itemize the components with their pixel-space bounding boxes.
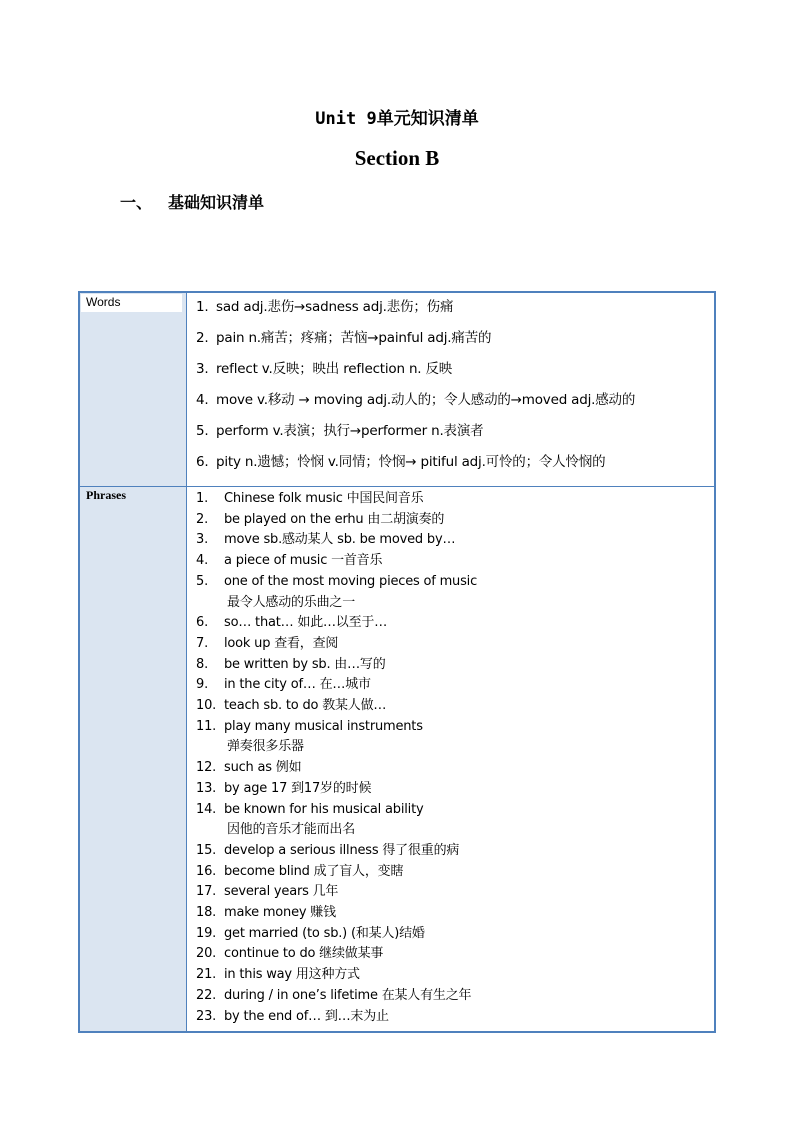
phrase-item xyxy=(196,924,714,945)
phrase-item-text: in the city of… 在…城市 xyxy=(224,677,371,693)
phrase-item-number: 8. xyxy=(196,656,209,672)
phrase-item-text: during / in one’s lifetime 在某人有生之年 xyxy=(224,987,472,1003)
phrase-item-number: 3. xyxy=(196,532,209,548)
words-cell xyxy=(187,292,716,487)
phrase-item-text: by age 17 到17岁的时候 xyxy=(224,780,372,796)
word-item-text: sad adj.悲伤→sadness adj.悲伤；伤痛 xyxy=(216,299,454,315)
phrase-item-number: 14. xyxy=(196,801,217,817)
phrase-item-text: develop a serious illness 得了很重的病 xyxy=(224,842,460,858)
phrase-item xyxy=(196,696,714,717)
phrase-item xyxy=(196,841,714,862)
section-heading-text: 基础知识清单 xyxy=(168,193,265,212)
word-item xyxy=(196,296,714,327)
word-item-text: move v.移动 → moving adj.动人的；令人感动的→moved adj.感动的 xyxy=(216,392,636,408)
phrase-item xyxy=(196,572,714,593)
phrase-item-text: such as 例如 xyxy=(224,760,302,776)
phrase-item xyxy=(196,551,714,572)
word-item-text: reflect v.反映；映出 reflection n. 反映 xyxy=(216,361,453,377)
phrase-item-translation xyxy=(196,820,714,841)
phrases-label-cell xyxy=(79,487,187,1033)
phrase-item-number: 2. xyxy=(196,511,209,527)
word-item-number: 6. xyxy=(196,454,209,470)
phrase-item-number: 5. xyxy=(196,573,209,589)
word-item-number: 2. xyxy=(196,330,209,346)
phrase-item-text: in this way 用这种方式 xyxy=(224,967,360,983)
phrase-item-text: be written by sb. 由…写的 xyxy=(224,656,386,672)
word-item xyxy=(196,389,714,420)
section-heading xyxy=(120,190,264,213)
phrase-item-text: be known for his musical ability xyxy=(224,801,424,817)
words-list xyxy=(187,293,714,486)
phrase-item-number: 10. xyxy=(196,698,217,714)
phrases-list xyxy=(187,487,714,1031)
phrase-item-number: 11. xyxy=(196,718,217,734)
phrase-item-text: several years 几年 xyxy=(224,884,339,900)
phrase-item xyxy=(196,986,714,1007)
phrase-item xyxy=(196,944,714,965)
phrase-item-translation xyxy=(196,593,714,614)
phrase-item-number: 13. xyxy=(196,780,217,796)
phrase-item xyxy=(196,965,714,986)
phrase-item-number: 20. xyxy=(196,946,217,962)
words-row xyxy=(79,292,715,487)
phrase-item xyxy=(196,489,714,510)
word-item-text: perform v.表演；执行→performer n.表演者 xyxy=(216,423,484,439)
phrase-item-number: 19. xyxy=(196,925,217,941)
phrase-item-number: 21. xyxy=(196,967,217,983)
phrase-item xyxy=(196,800,714,821)
word-item-text: pain n.痛苦；疼痛；苦恼→painful adj.痛苦的 xyxy=(216,330,492,346)
phrase-item-number: 7. xyxy=(196,635,209,651)
phrase-item-text: be played on the erhu 由二胡演奏的 xyxy=(224,511,445,527)
document-title: Unit 9单元知识清单 xyxy=(315,109,479,129)
phrase-item-translation-text: 弹奏很多乐器 xyxy=(227,739,304,755)
phrase-item-text: play many musical instruments xyxy=(224,718,423,734)
phrase-item xyxy=(196,779,714,800)
phrase-item-number: 18. xyxy=(196,905,217,921)
phrase-item xyxy=(196,758,714,779)
phrase-item xyxy=(196,530,714,551)
phrase-item-text: continue to do 继续做某事 xyxy=(224,946,384,962)
phrase-item xyxy=(196,675,714,696)
phrase-item-translation-text: 最令人感动的乐曲之一 xyxy=(227,594,356,610)
section-heading-number: 一、 xyxy=(120,193,153,212)
words-label-cell xyxy=(79,292,187,487)
phrase-item-text: Chinese folk music 中国民间音乐 xyxy=(224,491,424,506)
word-item-number: 3. xyxy=(196,361,209,377)
phrase-item-number: 15. xyxy=(196,842,217,858)
phrase-item-number: 16. xyxy=(196,863,217,879)
phrase-item-number: 12. xyxy=(196,760,217,776)
phrase-item-translation xyxy=(196,737,714,758)
phrase-item-text: make money 赚钱 xyxy=(224,905,336,921)
phrase-item xyxy=(196,862,714,883)
words-label: Words xyxy=(81,294,182,312)
phrase-item-number: 4. xyxy=(196,553,209,569)
word-item-text: pity n.遗憾；怜悯 v.同情；怜悯→ pitiful adj.可怜的；令人怜悯的 xyxy=(216,454,606,470)
word-item xyxy=(196,358,714,389)
phrase-item xyxy=(196,717,714,738)
phrase-item xyxy=(196,655,714,676)
phrase-item-translation-text: 因他的音乐才能而出名 xyxy=(227,822,356,838)
phrase-item-number: 22. xyxy=(196,987,217,1003)
phrase-item-text: look up 查看，查阅 xyxy=(224,635,339,651)
phrase-item-text: so… that… 如此…以至于… xyxy=(224,615,387,631)
phrase-item-text: become blind 成了盲人，变瞎 xyxy=(224,863,404,879)
word-item-number: 1. xyxy=(196,299,209,315)
word-item xyxy=(196,327,714,358)
phrase-item xyxy=(196,882,714,903)
phrase-item xyxy=(196,903,714,924)
phrase-item xyxy=(196,634,714,655)
phrase-item-text: by the end of… 到…末为止 xyxy=(224,1008,389,1024)
phrase-item-text: one of the most moving pieces of music xyxy=(224,573,478,589)
phrase-item-number: 6. xyxy=(196,615,209,631)
phrases-cell xyxy=(187,487,716,1033)
phrase-item-number: 23. xyxy=(196,1008,217,1024)
word-item xyxy=(196,420,714,451)
word-item-number: 5. xyxy=(196,423,209,439)
phrases-row xyxy=(79,487,715,1033)
word-item-number: 4. xyxy=(196,392,209,408)
phrase-item xyxy=(196,1007,714,1028)
phrase-item xyxy=(196,613,714,634)
phrase-item-number: 17. xyxy=(196,884,217,900)
section-subtitle: Section B xyxy=(354,146,440,170)
phrase-item xyxy=(196,510,714,531)
word-item xyxy=(196,451,714,482)
phrase-item-text: teach sb. to do 教某人做… xyxy=(224,698,387,714)
phrase-item-text: move sb.感动某人 sb. be moved by… xyxy=(224,532,456,548)
phrase-item-text: a piece of music 一首音乐 xyxy=(224,553,383,569)
phrase-item-number: 9. xyxy=(196,677,209,693)
knowledge-table xyxy=(78,291,716,1033)
phrase-item-number: 1. xyxy=(196,491,209,506)
phrase-item-text: get married (to sb.) (和某人)结婚 xyxy=(224,925,425,941)
phrases-label: Phrases xyxy=(86,488,126,502)
